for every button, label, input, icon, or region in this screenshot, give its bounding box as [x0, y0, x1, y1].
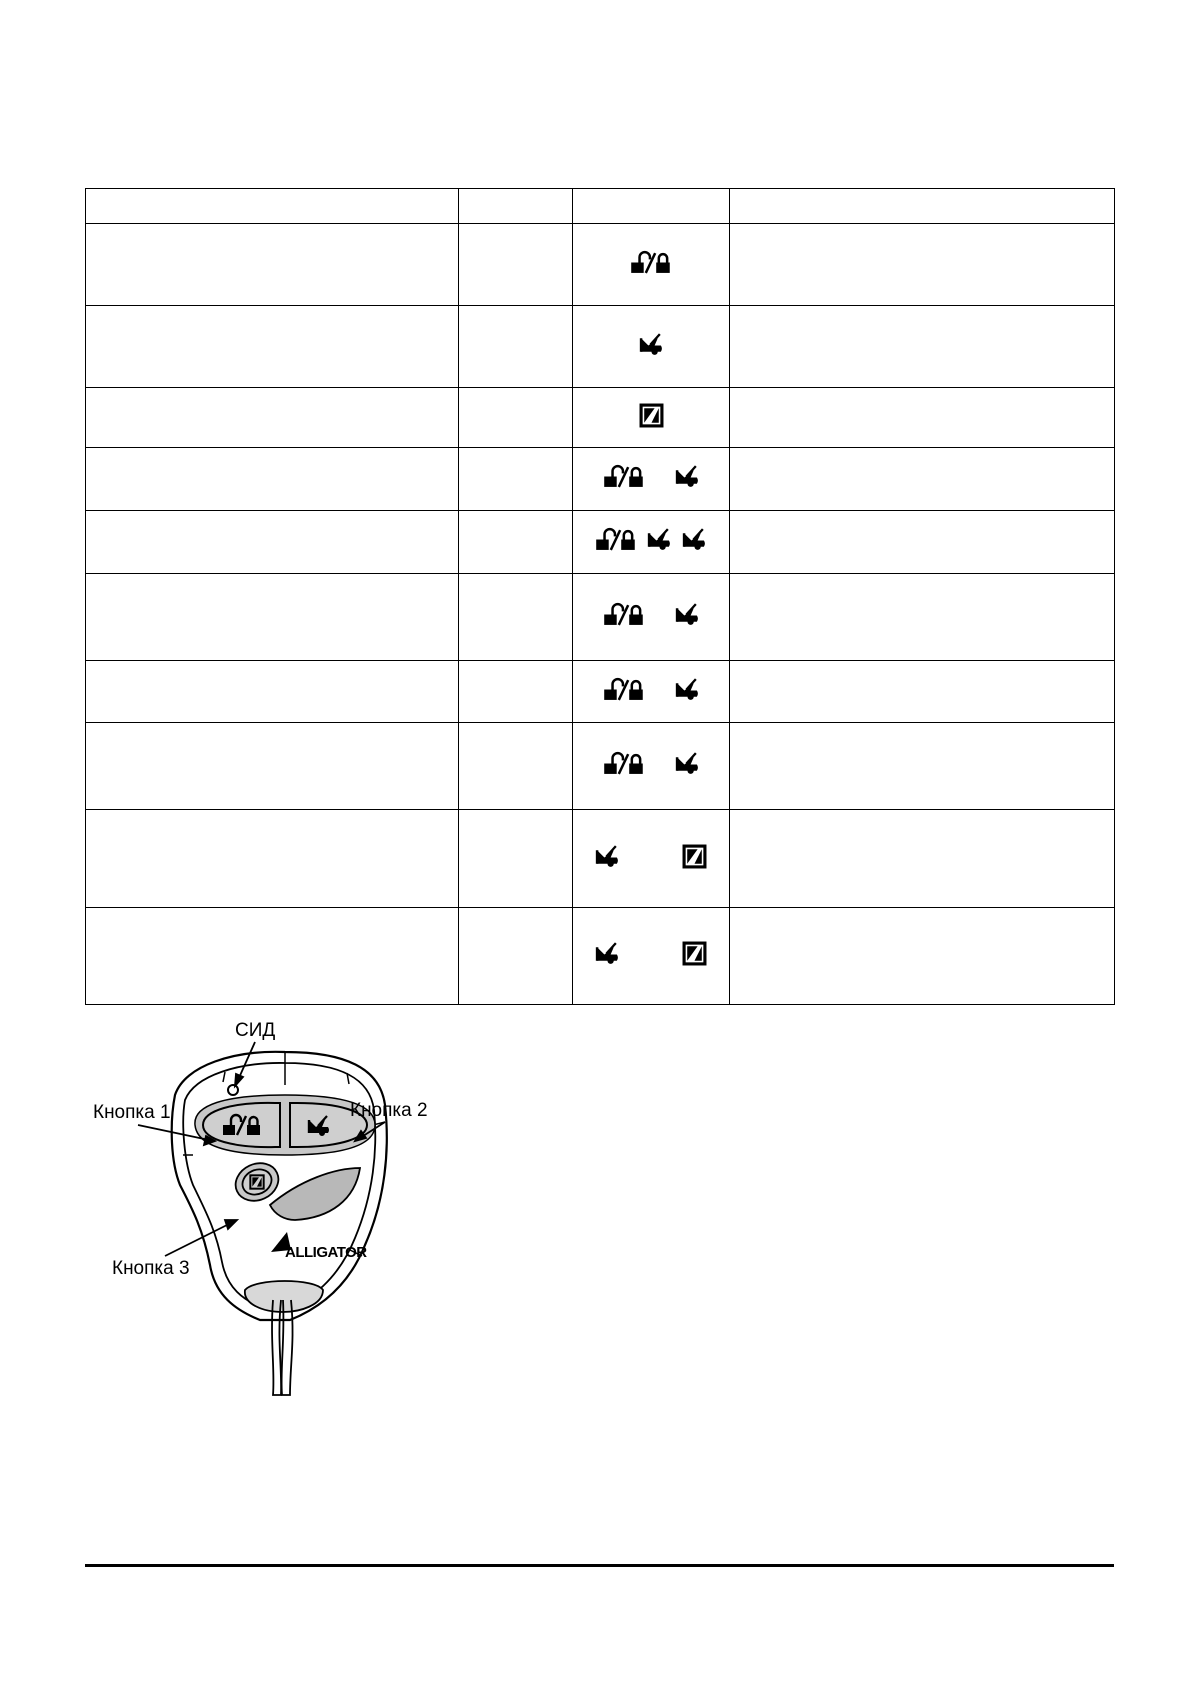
svg-text:ALLIGATOR: ALLIGATOR — [285, 1244, 367, 1261]
trunk-icon — [639, 332, 664, 357]
buttons-cell — [573, 661, 730, 723]
table-row — [86, 511, 1115, 574]
buttons-cell — [573, 388, 730, 448]
led-indicator — [228, 1085, 238, 1095]
function-cell — [86, 511, 459, 574]
mode-cell — [459, 661, 573, 723]
function-cell — [86, 388, 459, 448]
trunk-icon — [682, 527, 707, 552]
mode-cell — [459, 574, 573, 661]
table-row — [86, 908, 1115, 1005]
panic-icon — [682, 941, 707, 966]
button1-label: Кнопка 1 — [93, 1102, 171, 1123]
description-cell — [730, 306, 1115, 388]
mode-cell — [459, 224, 573, 306]
function-cell — [86, 810, 459, 908]
buttons-cell — [573, 511, 730, 574]
table-row — [86, 723, 1115, 810]
header-cell-function — [86, 189, 459, 224]
function-table — [85, 188, 1115, 1005]
buttons-cell — [573, 908, 730, 1005]
mode-cell — [459, 448, 573, 511]
trunk-icon — [595, 844, 620, 869]
function-cell — [86, 574, 459, 661]
table-row — [86, 448, 1115, 511]
buttons-cell — [573, 723, 730, 810]
description-cell — [730, 511, 1115, 574]
lock-unlock-icon — [603, 677, 645, 702]
lock-unlock-icon — [603, 751, 645, 776]
remote-control-diagram — [85, 1010, 485, 1410]
buttons-cell — [573, 810, 730, 908]
table-row — [86, 810, 1115, 908]
description-cell — [730, 661, 1115, 723]
table-row — [86, 388, 1115, 448]
trunk-icon — [675, 751, 700, 776]
lock-unlock-icon — [603, 602, 645, 627]
mode-cell — [459, 908, 573, 1005]
function-cell — [86, 723, 459, 810]
header-cell-buttons — [573, 189, 730, 224]
description-cell — [730, 388, 1115, 448]
header-cell-description — [730, 189, 1115, 224]
lock-unlock-icon — [630, 250, 672, 275]
description-cell — [730, 574, 1115, 661]
trunk-icon — [675, 677, 700, 702]
table-row — [86, 306, 1115, 388]
buttons-cell — [573, 448, 730, 511]
trunk-icon — [647, 527, 672, 552]
panic-icon — [682, 844, 707, 869]
led-label: СИД — [235, 1020, 276, 1041]
mode-cell — [459, 511, 573, 574]
function-cell — [86, 908, 459, 1005]
header-cell-mode — [459, 189, 573, 224]
button3-label: Кнопка 3 — [112, 1258, 190, 1279]
description-cell — [730, 448, 1115, 511]
trunk-icon — [675, 464, 700, 489]
description-cell — [730, 908, 1115, 1005]
table-row — [86, 661, 1115, 723]
function-cell — [86, 448, 459, 511]
mode-cell — [459, 306, 573, 388]
table-row — [86, 574, 1115, 661]
footer-rule — [85, 1564, 1114, 1567]
function-cell — [86, 661, 459, 723]
description-cell — [730, 224, 1115, 306]
buttons-cell — [573, 306, 730, 388]
mode-cell — [459, 388, 573, 448]
trunk-icon — [675, 602, 700, 627]
panic-icon — [639, 403, 664, 428]
trunk-icon — [595, 941, 620, 966]
table-header-row — [86, 189, 1115, 224]
function-cell — [86, 224, 459, 306]
buttons-cell — [573, 224, 730, 306]
mode-cell — [459, 810, 573, 908]
buttons-cell — [573, 574, 730, 661]
description-cell — [730, 723, 1115, 810]
table-row — [86, 224, 1115, 306]
description-cell — [730, 810, 1115, 908]
mode-cell — [459, 723, 573, 810]
lock-unlock-icon — [595, 527, 637, 552]
button2-label: Кнопка 2 — [350, 1100, 428, 1121]
function-cell — [86, 306, 459, 388]
lock-unlock-icon — [603, 464, 645, 489]
